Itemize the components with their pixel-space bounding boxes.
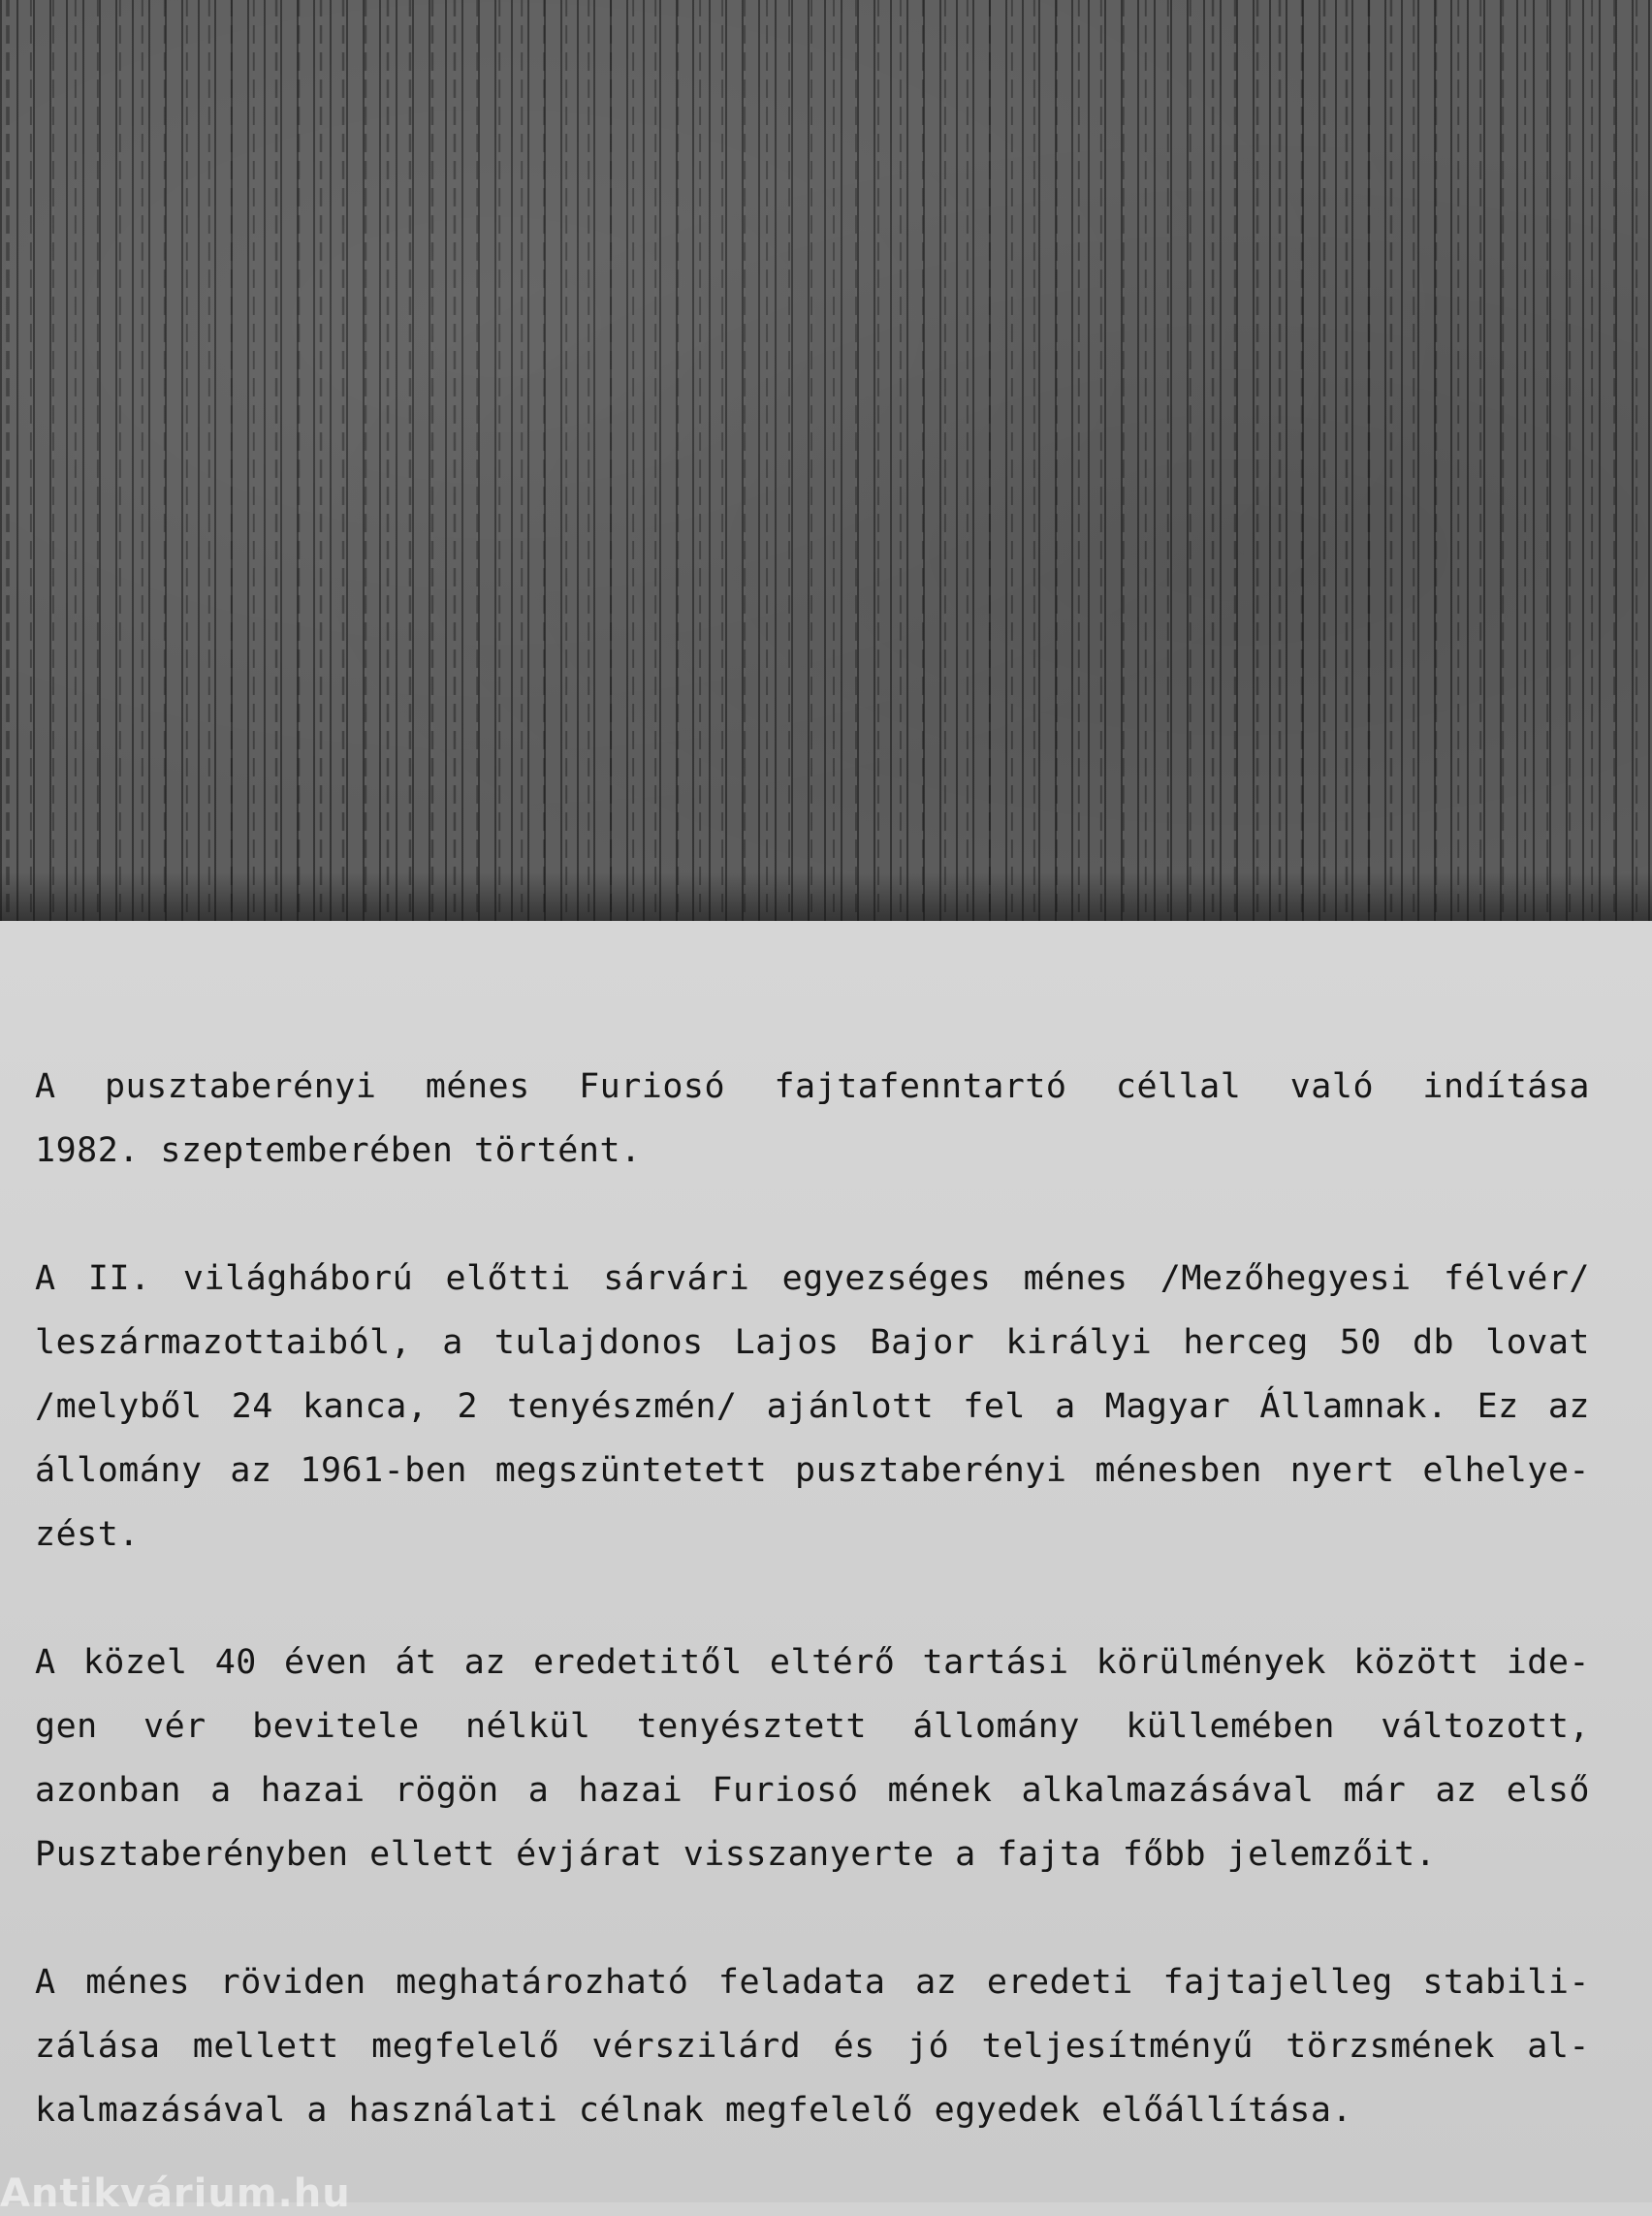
paragraph-3 — [35, 1630, 1590, 1886]
text-line: gen vér bevitele nélkül tenyésztett állomány küllemében változott, — [35, 1707, 1590, 1746]
text-line: /melyből 24 kanca, 2 tenyészmén/ ajánlott fel a Magyar Államnak. Ez az — [35, 1387, 1590, 1426]
text-line: zálása mellett megfelelő vérszilárd és jó teljesítményű törzsmének al- — [35, 2027, 1590, 2066]
paragraph-4 — [35, 1950, 1590, 2142]
text-line: 1982. szeptemberében történt. — [35, 1131, 642, 1170]
text-line: A II. világháború előtti sárvári egyezséges ménes /Mezőhegyesi félvér/ — [35, 1259, 1590, 1298]
watermark: Antikvárium.hu — [0, 2171, 351, 2216]
paragraph-2 — [35, 1247, 1590, 1567]
typed-text-block — [35, 1055, 1590, 2206]
text-line: Pusztaberényben ellett évjárat visszanyerte a fajta főbb jelemzőit. — [35, 1835, 1437, 1874]
text-line: A pusztaberényi ménes Furiosó fajtafenntartó céllal való indítása — [35, 1067, 1590, 1106]
text-line: A közel 40 éven át az eredetitől eltérő tartási körülmények között ide- — [35, 1643, 1590, 1682]
text-line: zést. — [35, 1515, 140, 1554]
panel-shadow — [0, 872, 1652, 921]
text-line: azonban a hazai rögön a hazai Furiosó mének alkalmazásával már az első — [35, 1771, 1590, 1810]
text-line: leszármazottaiból, a tulajdonos Lajos Bajor királyi herceg 50 db lovat — [35, 1323, 1590, 1362]
text-line: állomány az 1961-ben megszüntetett pusztaberényi ménesben nyert elhelye- — [35, 1451, 1590, 1490]
text-line: A ménes röviden meghatározható feladata az eredeti fajtajelleg stabili- — [35, 1963, 1590, 2002]
textured-cover-panel — [0, 0, 1652, 921]
paragraph-1 — [35, 1055, 1590, 1183]
text-line: kalmazásával a használati célnak megfelelő egyedek előállítása. — [35, 2091, 1353, 2130]
